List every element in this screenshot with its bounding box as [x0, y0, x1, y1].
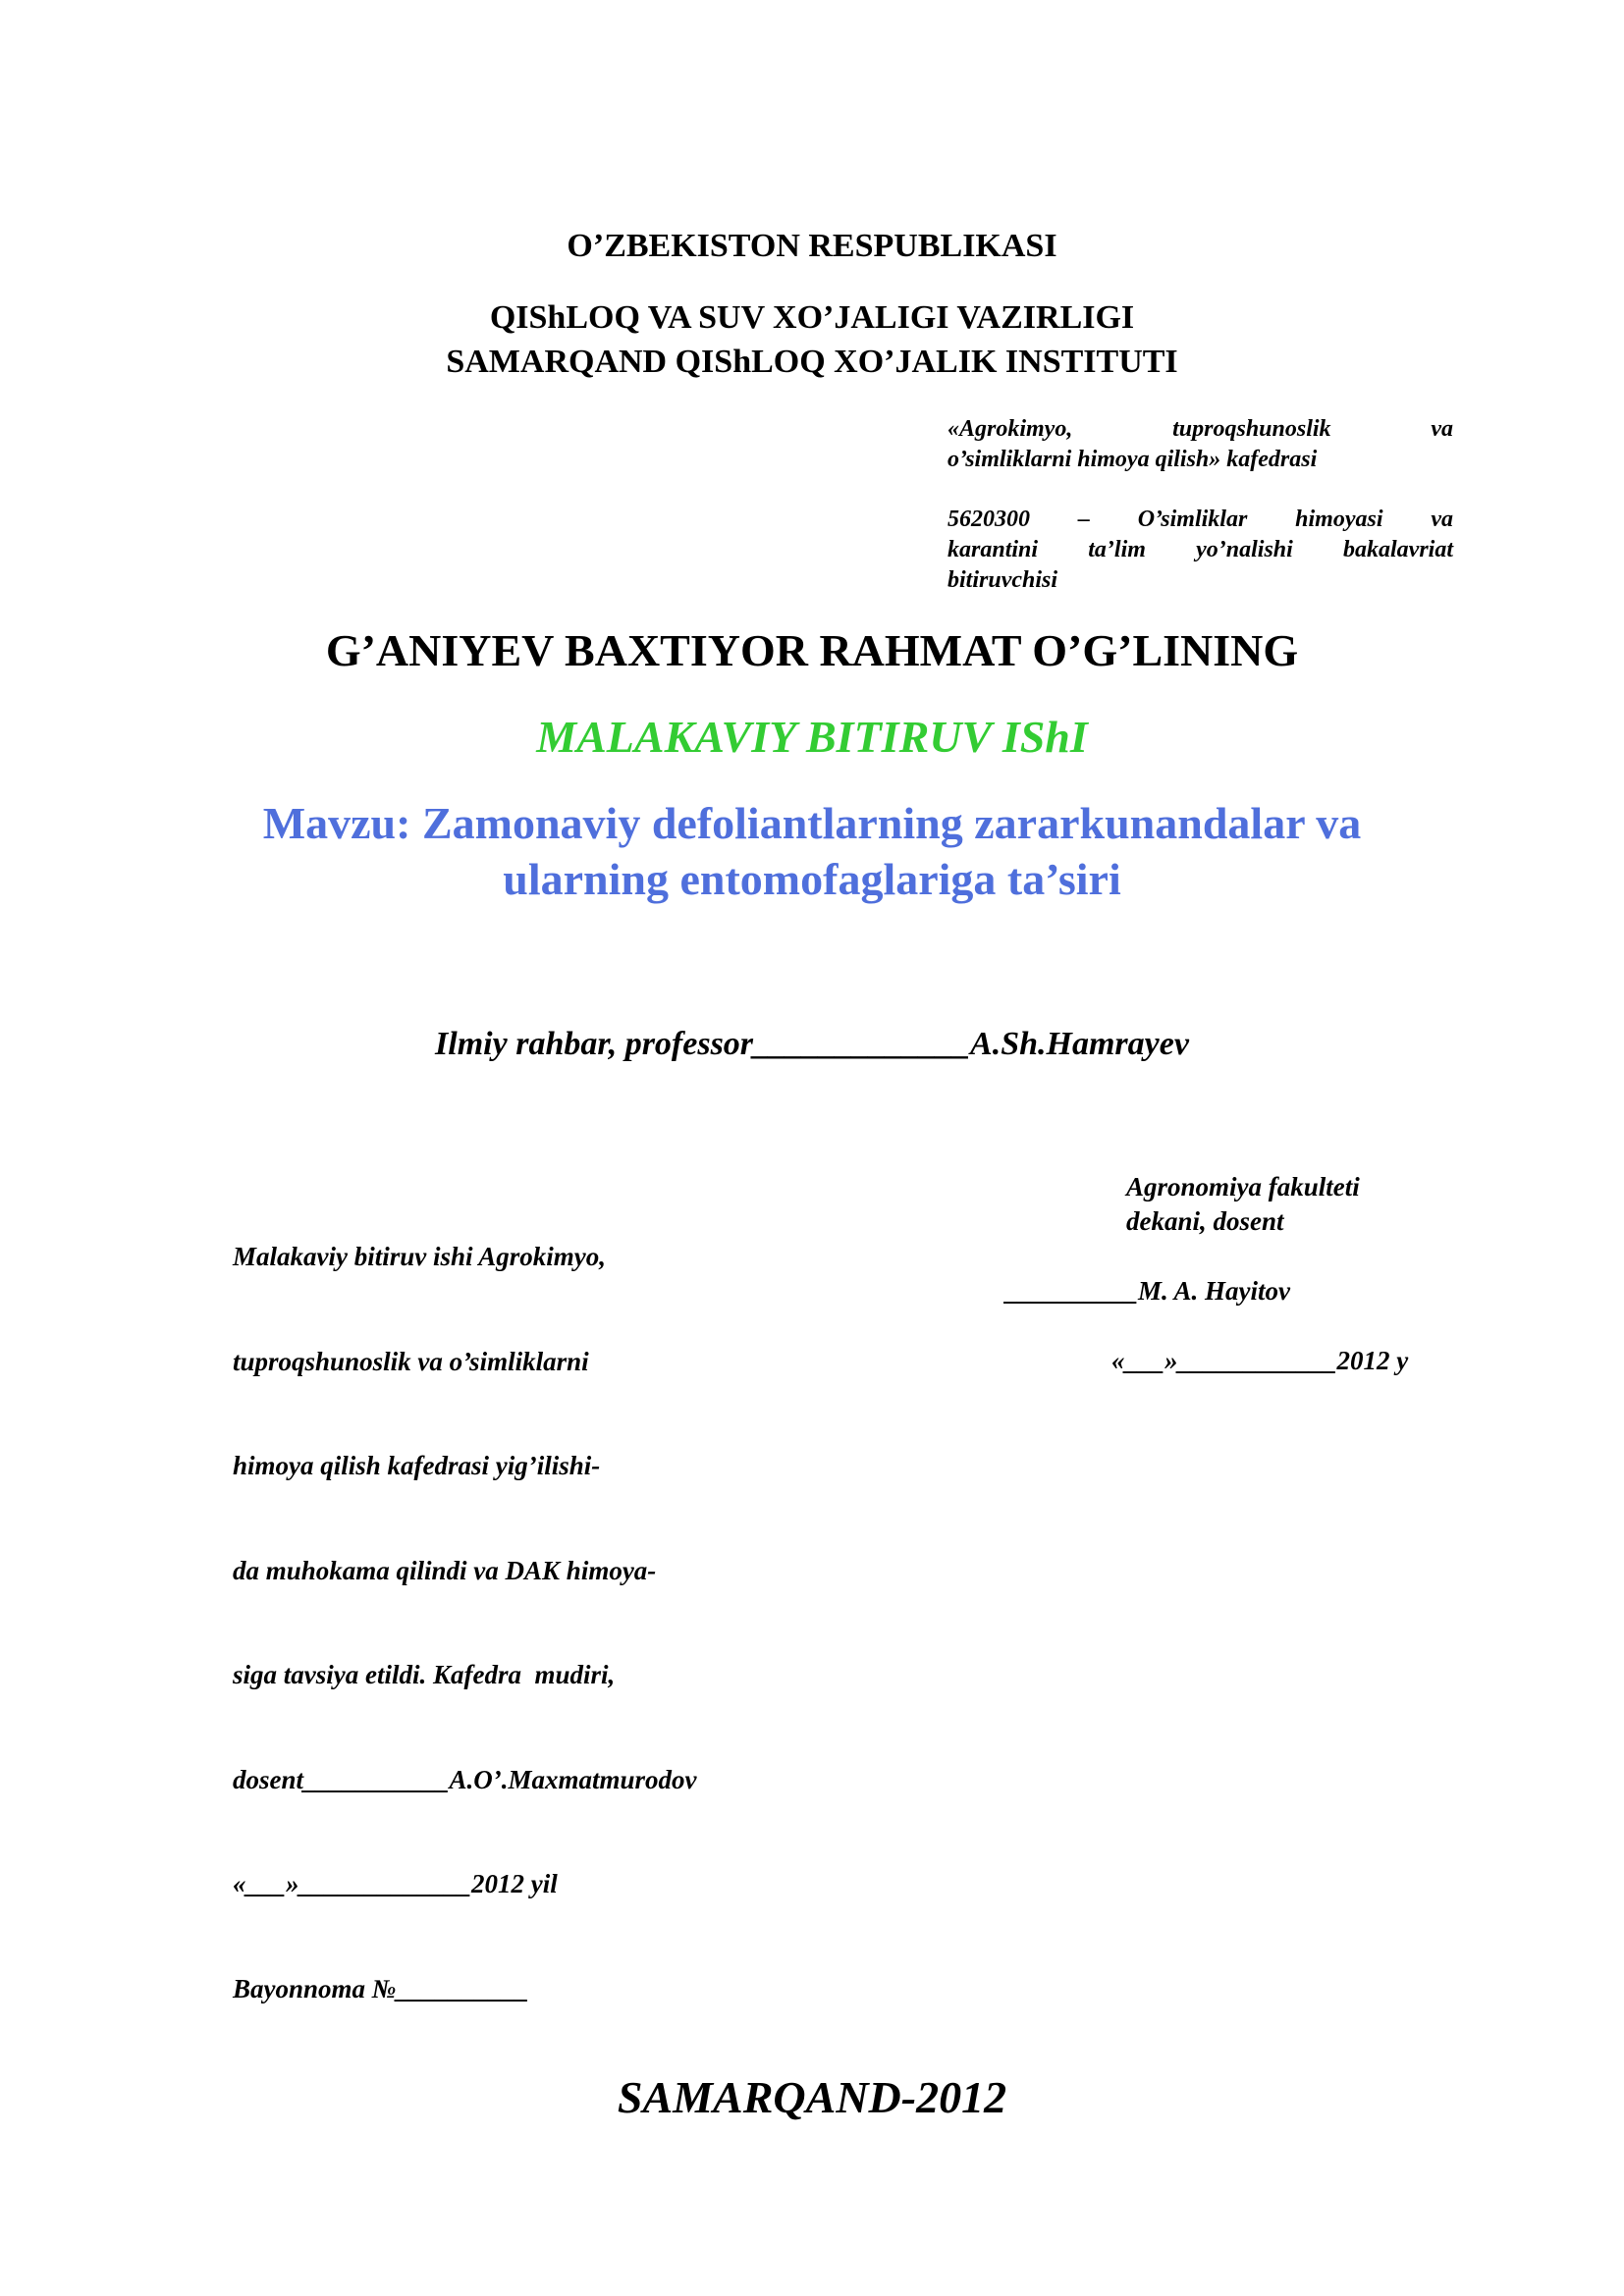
- dean-title: dekani, dosent: [1126, 1206, 1284, 1236]
- topic-line-2: ularning entomofaglariga ta’siri: [503, 854, 1121, 904]
- approval-line: «___»_____________2012 yil: [233, 1869, 558, 1898]
- specialty-block: [947, 505, 1453, 596]
- approval-line: Malakaviy bitiruv ishi Agrokimyo,: [233, 1242, 607, 1271]
- work-type: MALAKAVIY BITIRUV IShI: [536, 712, 1088, 762]
- approval-line: da muhokama qilindi va DAK himoya-: [233, 1555, 657, 1585]
- approval-line: tuproqshunoslik va o’simliklarni: [233, 1346, 589, 1376]
- topic: [0, 795, 1624, 907]
- place-year: SAMARQAND-2012: [617, 2072, 1007, 2122]
- approval-line: siga tavsiya etildi. Kafedra mudiri,: [233, 1660, 616, 1689]
- department-block: [947, 414, 1453, 475]
- topic-line-1: Mavzu: Zamonaviy defoliantlarning zararkunandalar va: [262, 798, 1362, 848]
- dean-faculty: Agronomiya fakulteti: [1126, 1172, 1360, 1201]
- supervisor-line: Ilmiy rahbar, professor_____________A.Sh.Hamrayev: [435, 1026, 1189, 1062]
- approval-block: [233, 1170, 697, 2042]
- approval-line: Bayonnoma №__________: [233, 1973, 529, 2003]
- student-name: G’ANIYEV BAXTIYOR RAHMAT O’G’LINING: [325, 625, 1299, 675]
- department-line-2: o’simliklarni himoya qilish» kafedrasi: [947, 447, 1318, 472]
- country-title: O’ZBEKISTON RESPUBLIKASI: [567, 228, 1057, 264]
- dean-date: «___»____________2012 y: [1111, 1346, 1409, 1375]
- approval-line: himoya qilish kafedrasi yig’ilishi-: [233, 1451, 601, 1480]
- ministry-title: QIShLOQ VA SUV XO’JALIGI VAZIRLIGI: [489, 299, 1135, 336]
- department-line-1: «Agrokimyo, tuproqshunoslik va: [947, 416, 1453, 442]
- approval-line: dosent___________A.O’.Maxmatmurodov: [233, 1764, 697, 1794]
- institute-title: SAMARQAND QIShLOQ XO’JALIK INSTITUTI: [446, 344, 1178, 380]
- specialty-line-2: karantini ta’lim yo’nalishi bakalavriat: [947, 537, 1453, 562]
- dean-signature: __________M. A. Hayitov: [1005, 1276, 1290, 1306]
- specialty-line-1: 5620300 – O’simliklar himoyasi va: [947, 507, 1453, 532]
- specialty-line-3: bitiruvchisi: [947, 567, 1058, 593]
